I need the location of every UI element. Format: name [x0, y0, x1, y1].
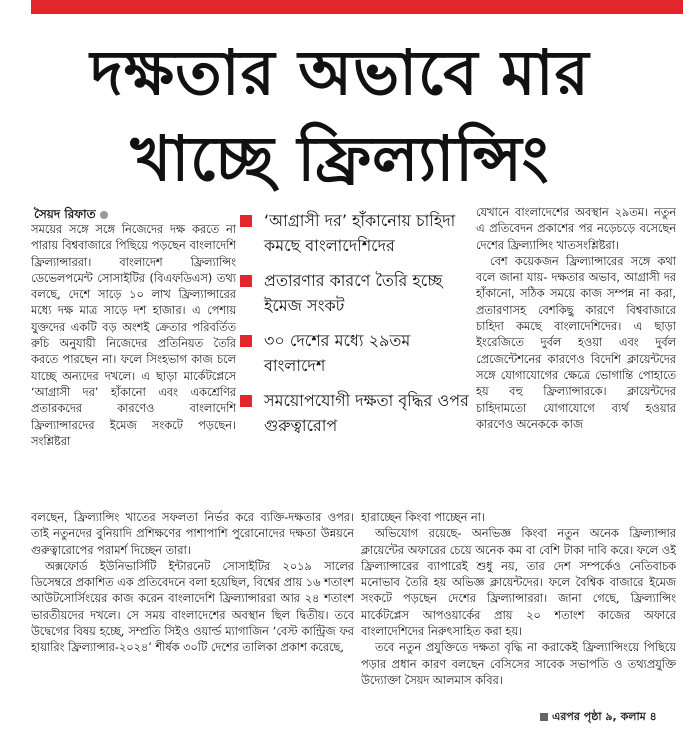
red-square-bullet-icon — [240, 275, 252, 287]
bottom-right-paragraph: হারাচ্ছেন কিংবা পাচ্ছেন না। — [361, 511, 485, 524]
highlight-text: ‘আগ্রাসী দর’ হাঁকানোয় চাহিদা কমছে বাংলাদেশিদের — [264, 211, 456, 255]
right-column-paragraph: যেখানে বাংলাদেশের অবস্থান ২৯তম। নতুন এ প্রতিবেদন প্রকাশের পর নড়েচড়ে বসেছেন দেশের ফ্রিল্যান্সিং খাতসংশ্লিষ্টরা। — [476, 206, 676, 252]
article-column-right — [476, 205, 676, 507]
red-square-bullet-icon — [240, 335, 252, 347]
headline — [20, 30, 660, 202]
highlight-text: ৩০ দেশের মধ্যে ২৯তম বাংলাদেশ — [264, 331, 411, 375]
top-banner-bar — [31, 0, 683, 14]
article-column-left — [31, 222, 236, 508]
bottom-left-paragraph: বলছেন, ফ্রিল্যান্সিং খাতের সফলতা নির্ভর করে ব্যক্তি-দক্ষতার ওপর। তাই নতুনদের বুনিয়াদি প্রশিক্ষণের পাশাপাশি পুরোনোদের দক্ষতা উন্নয়নে গুরুত্বারোপের পরামর্শ দিচ্ছেন তারা। — [31, 511, 354, 557]
article-column-bottom-right — [361, 510, 676, 732]
highlight-item — [240, 388, 470, 438]
byline-dot-icon — [100, 211, 108, 219]
headline-line-1: দক্ষতার অভাবে মার — [90, 36, 590, 109]
highlight-text: সময়োপযোগী দক্ষতা বৃদ্ধির ওপর গুরুত্বারোপ — [264, 391, 469, 435]
author-name: সৈয়দ রিফাত — [34, 207, 96, 221]
byline — [34, 207, 108, 222]
left-column-paragraph: সময়ের সঙ্গে সঙ্গে নিজেদের দক্ষ করতে না পারায় বিশ্ববাজারে পিছিয়ে পড়ছেন বাংলাদেশি ফ্রিল্যান্সাররা। বাংলাদেশ ফ্রিল্যান্সিং ডেভেলপমেন্ট সোসাইটির (বিএফডিএস) তথ্য বলছে, দেশে সাড়ে ১০ লাখ ফ্রিল্যান্সারের মধ্যে দক্ষ মাত্র সাড়ে দশ হাজার। এ পেশায় যুক্তদের একটি বড় অংশই ক্রেতার পরিবর্তিত রুচি অনুযায়ী নিজেদের প্রতিনিয়ত তৈরি করতে পারছেন না। ফলে সিংহভাগ কাজ চলে যাচ্ছে অন্যদের দখলে। এ ছাড়া মার্কেটপ্লেসে ‘আগ্রাসী দর’ হাঁকানো এবং একশ্রেণির প্রতারকদের কারণেও বাংলাদেশি ফ্রিল্যান্সারদের ইমেজ সংকটে পড়ছেন। সংশ্লিষ্টরা — [31, 223, 236, 448]
bottom-right-paragraph: তবে নতুন প্রযুক্তিতে দক্ষতা বৃদ্ধি না করাকেই ফ্রিল্যান্সিংয়ে পিছিয়ে পড়ার প্রধান কারণ বলছেন বেসিসের সাবেক সভাপতি ও তথ্যপ্রযুক্তি উদ্যোক্তা সৈয়দ আলমাস কবির। — [361, 641, 676, 687]
highlight-item — [240, 208, 470, 258]
red-square-bullet-icon — [240, 395, 252, 407]
highlights-box — [240, 208, 470, 508]
headline-line-2: খাচ্ছে ফ্রিল্যান্সিং — [130, 122, 550, 195]
continuation-note — [540, 710, 657, 724]
bottom-left-paragraph: অক্সফোর্ড ইউনিভার্সিটি ইন্টারনেট সোসাইটির ২০১৯ সালের ডিসেম্বরে প্রকাশিত এক প্রতিবেদনে বলা হয়েছিল, বিশ্বের প্রায় ১৬ শতাংশ আউটসোর্সিংয়ের কাজ করেন বাংলাদেশি ফ্রিল্যান্সাররা আর ২৪ শতাংশ ভারতীয়দের দখলে। সে সময় বাংলাদেশের অবস্থান ছিল দ্বিতীয়। তবে উদ্বেগের বিষয় হচ্ছে, সম্প্রতি সিইও ওয়ার্ল্ড ম্যাগাজিন ‘বেস্ট কান্ট্রিজ ফর হায়ারিং ফ্রিল্যান্সার-২০২৪’ শীর্ষক ৩০টি দেশের তালিকা প্রকাশ করেছে, — [31, 559, 354, 655]
bottom-right-paragraph: অভিযোগ রয়েছে- অনভিজ্ঞ কিংবা নতুন অনেক ফ্রিল্যান্সার ক্লায়েন্টের অফারের চেয়ে অনেক কম বা বেশি টাকা দাবি করে। ফলে ওই ফ্রিল্যান্সারের ব্যাপারেই শুধু নয়, তার দেশ সম্পর্কেও নেতিবাচক মনোভাব তৈরি হয় অভিজ্ঞ ক্লায়েন্টদের। ফলে বৈশ্বিক বাজারে ইমেজ সংকটে পড়ছেন দেশের ফ্রিল্যান্সাররা। জানা গেছে, ফ্রিল্যান্সিং মার্কেটপ্লেস আপওয়ার্কের প্রায় ২০ শতাংশ কাজের অফারে বাংলাদেশিদের নিরুৎসাহিত করা হয়। — [361, 527, 676, 639]
right-column-paragraph: বেশ কয়েকজন ফ্রিল্যান্সারের সঙ্গে কথা বলে জানা যায়- দক্ষতার অভাব, আগ্রাসী দর হাঁকানো, সঠিক সময়ে কাজ সম্পন্ন না করা, প্রতারণাসহ বেশকিছু কারণে বিশ্ববাজারে চাহিদা কমছে বাংলাদেশিদের। এ ছাড়া ইংরেজিতে দুর্বল হওয়া এবং দুর্বল প্রেজেন্টেশনের কারণেও বিদেশি ক্লায়েন্টদের সঙ্গে যোগাযোগের ক্ষেত্রে ভোগান্তি পোহাতে হয় বহু ফ্রিল্যান্সারকে। ক্লায়েন্টদের চাহিদামতো যোগাযোগে ব্যর্থ হওয়ার কারণেও অনেককে কাজ — [476, 254, 676, 431]
square-marker-icon — [540, 713, 548, 721]
highlight-item — [240, 268, 470, 318]
article-column-bottom-left — [31, 510, 354, 732]
red-square-bullet-icon — [240, 215, 252, 227]
highlight-text: প্রতারণার কারণে তৈরি হচ্ছে ইমেজ সংকট — [264, 271, 443, 315]
continuation-text: এরপর পৃষ্ঠা ৯, কলাম ৪ — [552, 710, 657, 723]
highlight-item — [240, 328, 470, 378]
